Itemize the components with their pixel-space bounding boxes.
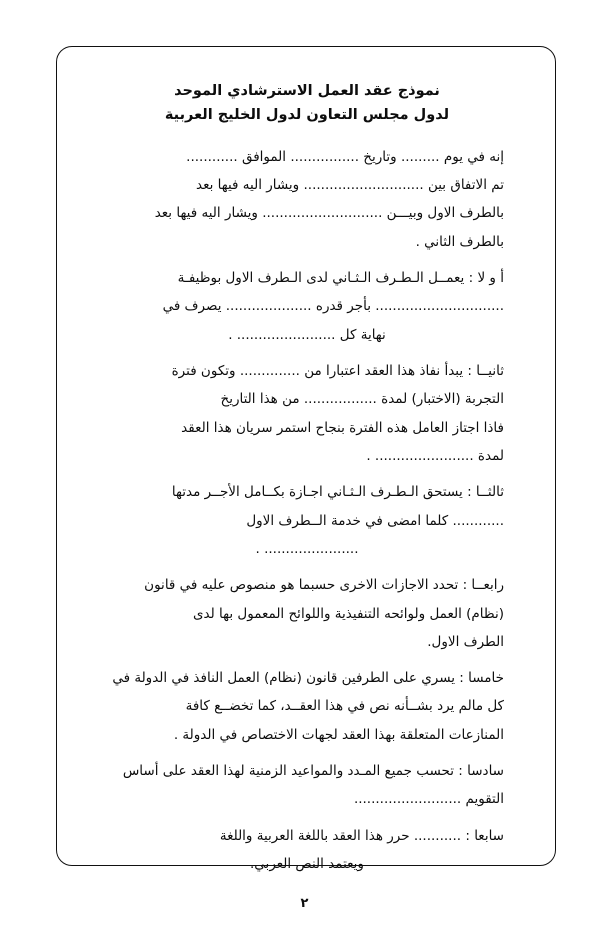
- clause-line: ويعتمد النص العربي.: [250, 856, 364, 873]
- clause-thalithan: [110, 479, 504, 562]
- clause-line: ...................... .: [255, 540, 359, 557]
- document-title: [110, 80, 504, 128]
- preamble-line: بالطرف الاول وبيـــن ............................ ويشار اليه فيها بعد: [154, 205, 504, 222]
- clause-line: خامسا : يسري على الطرفين قانون (نظام) العمل النافذ في الدولة في: [112, 670, 504, 687]
- clause-line: رابعــا : تحدد الاجازات الاخرى حسبما هو منصوص عليه في قانون: [144, 577, 504, 594]
- clause-khamisan: [110, 665, 504, 748]
- clause-line: (نظام) العمل ولوائحه التنفيذية واللوائح المعمول بها لدى: [192, 605, 504, 622]
- clause-line: سابعا : ........... حرر هذا العقد باللغة العربية واللغة: [219, 827, 504, 844]
- clause-line: ثالثــا : يستحق الـطـرف الـثـاني اجـازة بكــامل الأجــر مدتها: [171, 484, 504, 501]
- page-number: ٢: [300, 896, 309, 911]
- clause-rabian: [110, 572, 504, 655]
- preamble-line: تم الاتفاق بين ............................ ويشار اليه فيها بعد: [195, 177, 504, 194]
- clause-line: التجربة (الاختبار) لمدة ................. من هذا التاريخ: [220, 391, 504, 408]
- clause-sadisan: [110, 758, 504, 813]
- title-line-2: لدول مجلس التعاون لدول الخليج العربية: [164, 106, 450, 123]
- preamble-line: إنه في يوم ......... وتاريخ ................ الموافق ............: [186, 148, 504, 165]
- title-line-1: نموذج عقد العمل الاسترشادي الموحد: [174, 83, 440, 99]
- clause-line: سادسا : تحسب جميع المـدد والمواعيد الزمنية لهذا العقد على أساس: [122, 763, 504, 780]
- preamble-block: [110, 144, 504, 255]
- clause-line: فاذا اجتاز العامل هذه الفترة بنجاح استمر سريان هذا العقد: [181, 419, 504, 436]
- clause-line: التقويم .........................: [353, 791, 504, 808]
- clause-line: المنازعات المتعلقة بهذا العقد لجهات الاختصاص في الدولة .: [173, 726, 504, 743]
- clause-line: .............................. بأجر قدره .................... يصرف في: [162, 298, 504, 315]
- document-content: [84, 62, 530, 873]
- clause-thaniyan: [110, 358, 504, 469]
- clause-line: كل مالم يرد بشــأنه نص في هذا العقــد، كما تخضــع كافة: [185, 698, 504, 715]
- clause-line: أ و لا : يعمــل الـطـرف الـثـاني لدى الـطرف الاول بوظيفـة: [177, 270, 504, 287]
- clause-line: ............ كلما امضى في خدمة الــطرف الاول: [246, 512, 504, 529]
- preamble-line: بالطرف الثاني .: [415, 233, 504, 250]
- clause-line: نهاية كل ....................... .: [228, 326, 386, 343]
- clause-sabian: [110, 823, 504, 878]
- clause-line: لمدة ....................... .: [366, 447, 504, 464]
- clause-line: الطرف الاول.: [427, 633, 504, 650]
- clause-line: ثانيــا : يبدأ نفاذ هذا العقد اعتبارا من .............. وتكون فترة: [171, 363, 504, 380]
- clause-awwalan: [110, 265, 504, 348]
